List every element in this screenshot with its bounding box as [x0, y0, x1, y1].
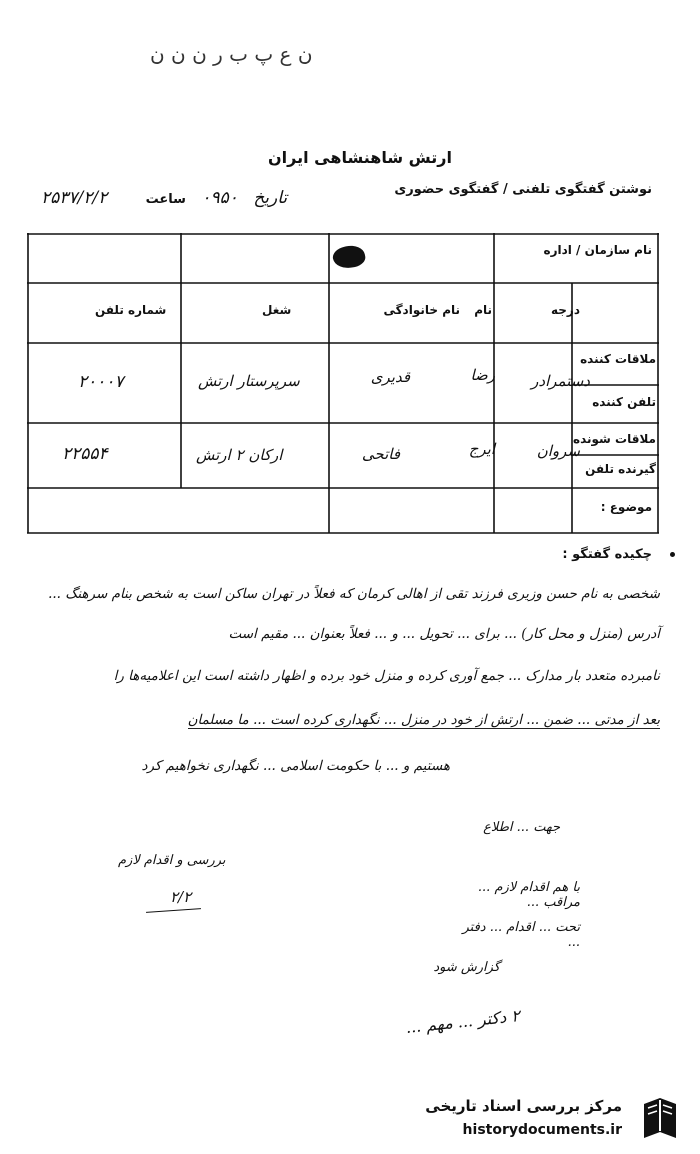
note-right-4: گزارش شود	[433, 960, 500, 975]
body-line-3: نامبرده متعدد بار مدارک ... جمع آوری کرده و منزل خود برده و اظهار داشته است این اعلامیه‌ها را	[113, 668, 660, 684]
bullet-dot	[670, 552, 675, 557]
row-caller-label: ملاقات کننده	[580, 352, 656, 366]
caller-rank: دستمرادر	[531, 372, 590, 390]
row-caller-sublabel: تلفن کننده	[592, 395, 656, 409]
caller-name: رضا	[470, 366, 495, 384]
time-value: ۰۹۵۰	[201, 188, 238, 208]
subject-label: موضوع :	[600, 500, 652, 514]
note-left-1: بررسی و اقدام لازم	[118, 853, 226, 868]
header-marks: ن ع پ ب ر ن ن ن	[150, 42, 313, 66]
org-label: نام سازمان / اداره	[543, 243, 652, 257]
org-title: ارتش شاهنشاهی ایران	[268, 148, 452, 167]
watermark-name: مرکز بررسی اسناد تاریخی	[425, 1097, 622, 1115]
caller-phone: ۲۰۰۰۷	[78, 372, 124, 392]
col-name: نام	[474, 303, 492, 317]
callee-rank: سروان	[536, 442, 580, 460]
date-label: تاریخ	[253, 188, 288, 208]
col-rank: درجه	[551, 303, 580, 317]
form-type: نوشتن گفتگوی تلفنی / گفتگوی حضوری	[394, 182, 652, 197]
body-label: چکیده گفتگو :	[562, 547, 652, 562]
callee-phone: ۲۲۵۵۴	[62, 444, 108, 464]
caller-job: سرپرستار ارتش	[198, 372, 300, 390]
note-left-2: ۲/۲	[170, 888, 192, 906]
body-line-2: آدرس (منزل و محل کار) ... برای ... تحویل ... و ... فعلاً بعنوان ... مقیم است	[228, 626, 660, 642]
col-family: نام خانوادگی	[383, 303, 460, 317]
time-label: ساعت	[145, 192, 186, 207]
time-date-row	[36, 188, 292, 208]
note-left-underline	[146, 908, 201, 913]
signature: ۲ دکتر ... مهم ...	[404, 1006, 521, 1037]
date-value: ۲۵۳۷/۲/۲	[41, 188, 108, 208]
note-right-3: تحت ... اقدام ... دفتر ...	[462, 920, 580, 950]
body-line-5: هستیم و ... با حکومت اسلامی ... نگهداری نخواهیم کرد	[141, 758, 450, 774]
watermark-url: historydocuments.ir	[462, 1122, 622, 1138]
book-logo-icon	[640, 1094, 680, 1144]
col-phone: شماره تلفن	[95, 303, 167, 317]
callee-family: فاتحی	[361, 445, 400, 463]
row-callee-sublabel: گیرنده تلفن	[585, 462, 656, 476]
body-line-1: شخصی به نام حسن وزیری فرزند تقی از اهالی کرمان که فعلاً در تهران ساکن است به شخص بنام سرهنگ ...	[48, 586, 660, 602]
body-line-4: بعد از مدتی ... ضمن ... ارتش از خود در منزل ... نگهداری کرده است ... ما مسلمان	[187, 712, 660, 728]
caller-family: قدیری	[370, 368, 410, 386]
col-job: شغل	[262, 303, 292, 317]
row-callee-label: ملاقات شونده	[573, 432, 656, 446]
callee-name: ایرج	[468, 440, 495, 458]
note-right-2: با هم اقدام لازم ... مراقب ...	[477, 880, 580, 910]
callee-job: ارکان ۲ ارتش	[196, 446, 283, 464]
note-right-1: جهت ... اطلاع	[483, 820, 560, 835]
